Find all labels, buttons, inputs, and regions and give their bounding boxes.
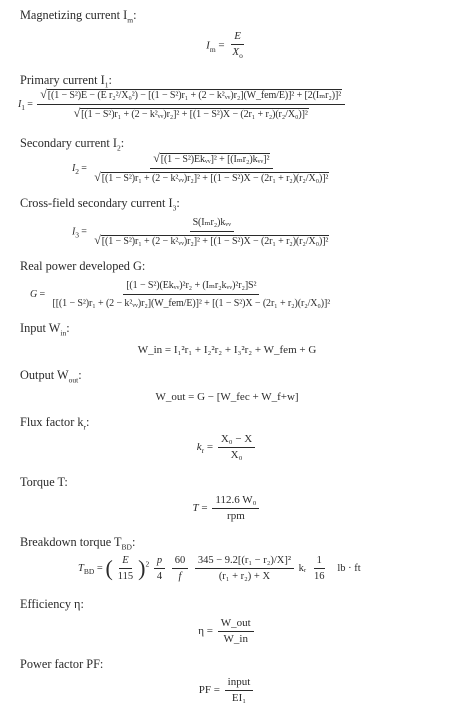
- equation-real-power: G = [(1 − S²)(Ekᵥᵥ)²r₂ + (Iₘr₂kᵥᵥ)²r₂]S² [[(1 − S²)r₁ + (2 − k²ᵥᵥ)r₂](W_fem/E)]² + [(1 − S²)X − (2r₁ + r₂)(r₂/X₀)]²: [30, 280, 331, 309]
- label-output: Output $W_{out}$:: [20, 368, 82, 385]
- label-breakdown-torque: Breakdown torque $T_{BD}$:: [20, 535, 136, 552]
- equation-torque: T = $\frac{\text{112.6 W₀}}{\text{rpm}}$: [0, 494, 454, 523]
- label-real-power: Real power developed G:: [20, 259, 146, 273]
- label-primary-current: Primary current $I_1$:: [20, 73, 112, 90]
- equation-efficiency: η = $\frac{\text{W\_out}}{W\_in}$: [0, 617, 454, 646]
- equation-magnetizing-current: $I_m$ = $\frac{E}{X_o}$: [206, 30, 243, 61]
- label-efficiency: Efficiency η:: [20, 597, 84, 611]
- label-secondary-current: Secondary current $I_2$:: [20, 136, 125, 153]
- equation-crossfield-current: $I_3$ = S(Iₘr₂)kᵥᵥ √[(1 − S²)r₁ + (2 − k²ᵥᵥ)r₂]² + [(1 − S²)X − (2r₁ + r₂)(r₂/X₀)]²: [72, 217, 329, 247]
- label-magnetizing-current: Magnetizing current $I_m$:: [20, 8, 137, 25]
- label-power-factor: Power factor PF:: [20, 657, 104, 671]
- equation-output: W_out = G − [W_fec + W_f+w]: [155, 391, 299, 403]
- label-flux-factor: Flux factor $k_r$:: [20, 415, 90, 432]
- label-crossfield-current: Cross-field secondary current $I_3$:: [20, 196, 180, 213]
- label-input: Input $W_{in}$:: [20, 321, 70, 338]
- equation-input: W_in = I₁²r₁ + I₂²r₂ + I₃²r₂ + W_fem + G: [137, 344, 317, 356]
- equation-flux-factor: $k_r$ = $\frac{\text{X₀ − X}}{\text{X₀}}$: [0, 433, 454, 462]
- label-torque: Torque T:: [20, 475, 68, 489]
- equation-breakdown-torque: $T_{BD}$ = ( $\frac{E}{115}$ )$^2$ $\frac{p}{4}$ $\frac{60}{f}$ $\frac{\text{345 − 9.2[(r₁ − r₂)/X]²}}{\text{(r₁ + r₂) + X}}$ kᵣ $\frac{1}{16}$ lb · ft: [78, 555, 361, 582]
- equation-primary-current: $I_1$ = √[(1 − S²)E − (E r₂²/X₀²) − [(1 − S²)r₁ + (2 − k²ᵥᵥ)r₂](W_fem/E)]² + [2(Iₘr₂)]² √[(1 − S²)r₁ + (2 − k²ᵥᵥ)r₂]² + [(1 − S²)X − (2r₁ + r₂)(r₂/X₀)]²: [18, 87, 347, 122]
- equation-secondary-current: $I_2$ = √[(1 − S²)Ekᵥᵥ]² + [(Iₘr₂)kᵥᵥ]² √[(1 − S²)r₁ + (2 − k²ᵥᵥ)r₂]² + [(1 − S²)X − (2r₁ + r₂)(r₂/X₀)]²: [72, 151, 329, 184]
- equation-power-factor: PF = $\frac{\text{input}}{\text{EI₁}}$: [0, 676, 454, 705]
